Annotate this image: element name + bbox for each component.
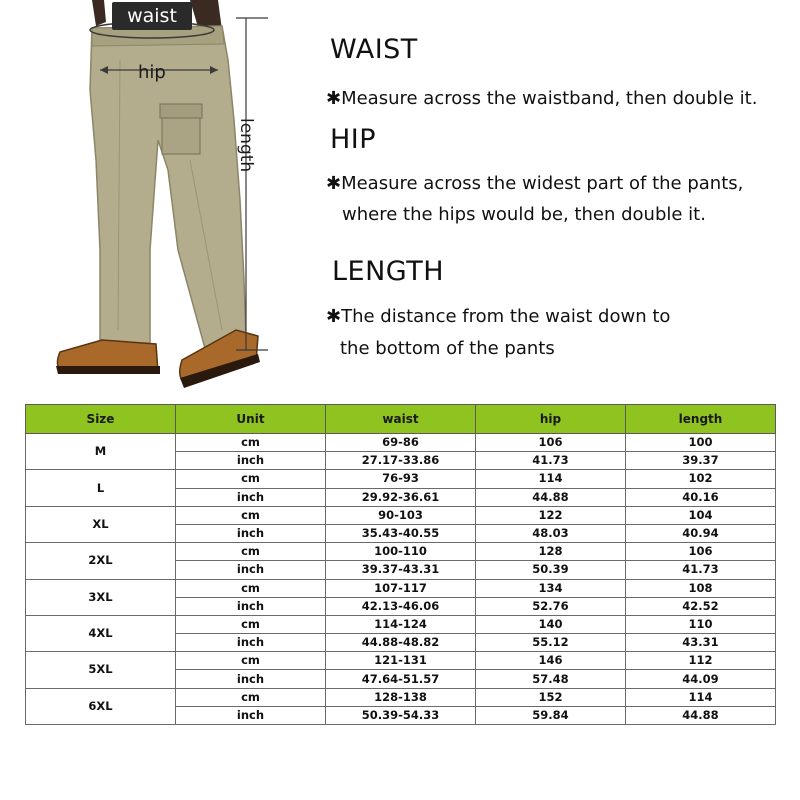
- pocket-flap: [160, 104, 202, 118]
- length-cell: 41.73: [626, 561, 776, 579]
- waist-cell: 47.64-51.57: [326, 670, 476, 688]
- hip-description-line2: where the hips would be, then double it.: [342, 204, 706, 225]
- table-row: [26, 506, 776, 524]
- waist-cell: 44.88-48.82: [326, 634, 476, 652]
- waist-cell: 35.43-40.55: [326, 524, 476, 542]
- length-description-line2: the bottom of the pants: [340, 338, 555, 359]
- unit-cell: inch: [176, 670, 326, 688]
- unit-cell: cm: [176, 688, 326, 706]
- waist-cell: 90-103: [326, 506, 476, 524]
- length-cell: 104: [626, 506, 776, 524]
- length-cell: 114: [626, 688, 776, 706]
- hip-cell: 134: [476, 579, 626, 597]
- waist-cell: 128-138: [326, 688, 476, 706]
- waist-cell: 100-110: [326, 543, 476, 561]
- table-row: [26, 615, 776, 633]
- waist-label: waist: [112, 2, 192, 30]
- header-size: Size: [26, 405, 176, 434]
- table-row: [26, 688, 776, 706]
- size-cell: M: [26, 434, 176, 470]
- waist-cell: 114-124: [326, 615, 476, 633]
- pants: [90, 26, 246, 352]
- size-cell: 4XL: [26, 615, 176, 651]
- waist-cell: 42.13-46.06: [326, 597, 476, 615]
- hip-heading: HIP: [330, 124, 377, 155]
- table-header-row: [26, 405, 776, 434]
- unit-cell: inch: [176, 706, 326, 724]
- unit-cell: cm: [176, 506, 326, 524]
- hip-cell: 128: [476, 543, 626, 561]
- hip-cell: 50.39: [476, 561, 626, 579]
- waist-cell: 69-86: [326, 434, 476, 452]
- length-cell: 112: [626, 652, 776, 670]
- hip-cell: 48.03: [476, 524, 626, 542]
- header-waist: waist: [326, 405, 476, 434]
- left-boot-sole: [56, 366, 160, 374]
- waist-heading: WAIST: [330, 34, 418, 65]
- length-cell: 44.09: [626, 670, 776, 688]
- size-cell: XL: [26, 506, 176, 542]
- length-cell: 100: [626, 434, 776, 452]
- size-cell: 2XL: [26, 543, 176, 579]
- waist-cell: 39.37-43.31: [326, 561, 476, 579]
- unit-cell: cm: [176, 652, 326, 670]
- hip-label: hip: [138, 62, 166, 83]
- table-row: [26, 543, 776, 561]
- waist-description: ✱Measure across the waistband, then double it.: [326, 88, 758, 109]
- size-cell: 6XL: [26, 688, 176, 724]
- table-row: [26, 434, 776, 452]
- header-length: length: [626, 405, 776, 434]
- length-heading: LENGTH: [332, 256, 445, 287]
- table-row: [26, 652, 776, 670]
- waist-cell: 107-117: [326, 579, 476, 597]
- waist-cell: 121-131: [326, 652, 476, 670]
- hip-cell: 146: [476, 652, 626, 670]
- pants-illustration: [0, 0, 300, 400]
- hip-description-line1: ✱Measure across the widest part of the pants,: [326, 173, 744, 194]
- hip-cell: 55.12: [476, 634, 626, 652]
- length-label: length: [236, 118, 256, 173]
- size-cell: 5XL: [26, 652, 176, 688]
- size-cell: L: [26, 470, 176, 506]
- hip-cell: 114: [476, 470, 626, 488]
- header-hip: hip: [476, 405, 626, 434]
- length-cell: 39.37: [626, 452, 776, 470]
- hip-cell: 59.84: [476, 706, 626, 724]
- unit-cell: cm: [176, 470, 326, 488]
- unit-cell: inch: [176, 452, 326, 470]
- hip-cell: 52.76: [476, 597, 626, 615]
- hip-cell: 106: [476, 434, 626, 452]
- unit-cell: cm: [176, 615, 326, 633]
- unit-cell: inch: [176, 597, 326, 615]
- table-row: [26, 470, 776, 488]
- size-cell: 3XL: [26, 579, 176, 615]
- unit-cell: cm: [176, 434, 326, 452]
- waist-cell: 29.92-36.61: [326, 488, 476, 506]
- hip-cell: 152: [476, 688, 626, 706]
- hip-cell: 122: [476, 506, 626, 524]
- waist-cell: 50.39-54.33: [326, 706, 476, 724]
- unit-cell: inch: [176, 524, 326, 542]
- unit-cell: cm: [176, 579, 326, 597]
- unit-cell: cm: [176, 543, 326, 561]
- left-hand: [92, 0, 106, 26]
- length-cell: 110: [626, 615, 776, 633]
- length-cell: 42.52: [626, 597, 776, 615]
- unit-cell: inch: [176, 634, 326, 652]
- length-cell: 108: [626, 579, 776, 597]
- length-cell: 102: [626, 470, 776, 488]
- length-description-line1: ✱The distance from the waist down to: [326, 306, 671, 327]
- table-row: [26, 579, 776, 597]
- unit-cell: inch: [176, 561, 326, 579]
- length-cell: 44.88: [626, 706, 776, 724]
- unit-cell: inch: [176, 488, 326, 506]
- waist-cell: 27.17-33.86: [326, 452, 476, 470]
- length-cell: 106: [626, 543, 776, 561]
- pants-figure: [0, 0, 300, 400]
- hip-cell: 44.88: [476, 488, 626, 506]
- length-cell: 40.94: [626, 524, 776, 542]
- hip-cell: 140: [476, 615, 626, 633]
- header-unit: Unit: [176, 405, 326, 434]
- length-cell: 43.31: [626, 634, 776, 652]
- hip-cell: 57.48: [476, 670, 626, 688]
- waist-cell: 76-93: [326, 470, 476, 488]
- size-chart-table: [25, 404, 775, 732]
- length-cell: 40.16: [626, 488, 776, 506]
- hip-cell: 41.73: [476, 452, 626, 470]
